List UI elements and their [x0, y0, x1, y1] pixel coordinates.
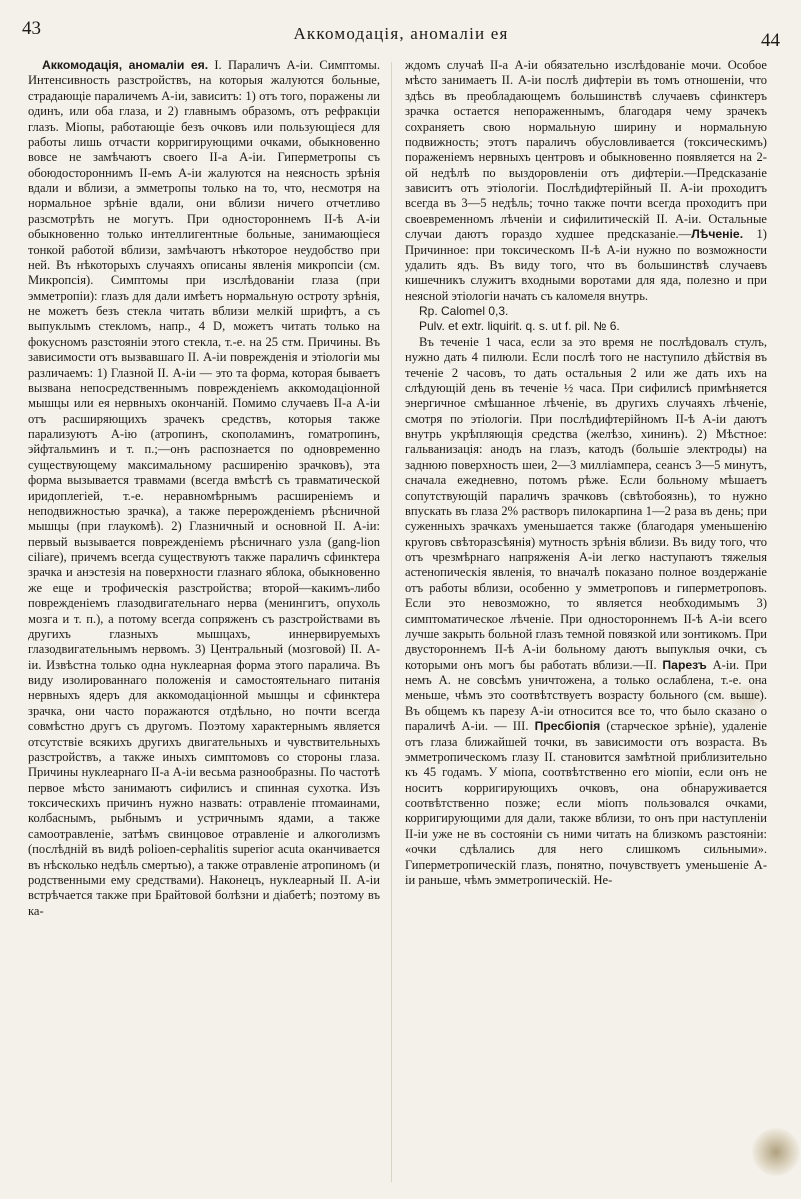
right-text-2-mid: А-іи. При немъ А. не совсѣмъ уничтожена, а только ослаблена, т.-е. она меньше, чѣмъ это соотвѣтствуетъ возрасту больного (см. выше). Въ общемъ къ парезу А-іи относится все то, что было сказано о параличѣ А-іи. — III. — [405, 657, 767, 734]
page-number-left: 43 — [22, 18, 41, 39]
page-header — [22, 18, 780, 52]
paper-stain — [752, 1128, 800, 1176]
presbyopia-heading: Пресбіопія — [534, 719, 601, 734]
left-column — [28, 58, 380, 1188]
right-column — [405, 58, 767, 1188]
prescription-line-2: Pulv. et extr. liquirit. q. s. ut f. pil. № 6. — [419, 319, 620, 334]
paper-stain — [728, 685, 768, 711]
right-text-1: ждомъ случаѣ II-а А-іи обязательно изслѣдованіе мочи. Особое мѣсто занимаетъ II. А-іи послѣ дифтеріи въ томъ отношеніи, что здѣсь въ преобладающемъ большинствѣ случаевъ сфинктеръ зрачка остается непораженнымъ, благодаря чему зрачекъ сохраняетъ свою нормальную ширину и нормальную подвижность; этотъ параличъ обусловливается (токсическимъ) пораженіемъ нервныхъ центровъ и обыкновенно появляется на 2-ой недѣлѣ по выздоровленіи отъ дифтеріи.—Предсказаніе зависитъ отъ этіологіи. Послѣдифтерійный II. А-іи проходитъ всегда въ 3—5 недѣль; точно также почти всегда проходитъ при своевременномъ лѣченіи и сифилитическій II. А-іи. Остальные случаи даютъ гораздо худшее предсказаніе.— — [405, 58, 767, 242]
prescription-line-1: Rp. Calomel 0,3. — [419, 304, 509, 318]
right-paragraph-2 — [405, 335, 767, 889]
column-divider — [391, 62, 392, 1182]
right-text-1-tail: 1) Причинное: при токсическомъ II-ѣ А-іи нужно по возможности удалить ядъ. Въ виду того, что въ большинствѣ случаевъ кишечникъ служитъ входными воротами для яда, полезно и при неясной этіологіи начать съ каломеля внутрь. — [405, 227, 767, 303]
paresis-heading: Парезъ — [662, 657, 707, 672]
treatment-heading: Лѣченіе. — [691, 227, 744, 242]
right-text-2-tail: (старческое зрѣніе), удаленіе отъ глаза ближайшей точки, въ зависимости отъ возраста. Въ эмметропическомъ глазу II. становится замѣтной приблизительно къ 45 годамъ. У міопа, соотвѣтственно его міопіи, если онъ не носитъ корригирующихъ очковъ, она обнаруживается соотвѣтственно позже; если міопъ пользовался очками, корригирующими для дали, также вблизи, то онъ при наступленіи II-іи уже не въ состояніи съ ними читать на близкомъ разстояніи: «очки сдѣлались для него слишкомъ сильными». Гиперметропическій глазъ, понятно, почувствуетъ уменьшеніе А-іи раньше, чѣмъ эмметропическій. Не- — [405, 719, 767, 887]
right-paragraph-1 — [405, 58, 767, 304]
running-title: Аккомодація, аномаліи ея — [293, 24, 509, 43]
page-number-right: 44 — [761, 30, 780, 51]
left-paragraph — [28, 58, 380, 919]
right-text-2: Въ теченіе 1 часа, если за это время не послѣдовалъ стулъ, нужно дать 4 пилюли. Если послѣ того не наступило дѣйствія въ теченіе 2 часовъ, то дать остальныя 2 или же дать ихъ на слѣдующій день въ теченіе ½ часа. При сифилисѣ примѣняется энергичное смѣшанное лѣченіе, въ другихъ случаяхъ лѣченіе, смотря по этіологіи. При послѣдифтерійномъ II-ѣ А-іи даютъ внутрь укрѣпляющія средства (желѣзо, хининъ). 2) Мѣстное: гальванизація: анодъ на глазъ, катодъ (большіе электроды) на заднюю поверхность шеи, 2—3 милліампера, сеансъ 3—5 минутъ, сначала ежедневно, потомъ рѣже. Если больному мѣшаетъ сопутствующій параличъ зрачковъ (свѣтобоязнь), то нужно впускать въ глаза 2% растворъ пилокарпина 1—2 раза въ день; при суженныхъ зрачкахъ уменьшается также (благодаря уменьшенію круговъ свѣторазсѣянія) мутность зрѣнія вблизи. Въ виду того, что отъ чрезмѣрнаго напряженія А-іи легко наступаютъ тяжелыя астенопическія явленія, то вначалѣ показано полное воздержаніе отъ работы вблизи, особенно у эмметроповъ и гиперметроповъ. Если это невозможно, то является необходимымъ 3) симптоматическое лѣченіе. При одностороннемъ II-ѣ А-іи всего лучше закрыть больной глазъ темной повязкой или зонтикомъ. При двустороннемъ II-ѣ А-іи больному даютъ выпуклыя очки, съ которыми онъ могъ бы работать вблизи.—II. — [405, 334, 767, 672]
left-body-text: I. Параличъ А-іи. Симптомы. Интенсивность разстройствъ, на которыя жалуются больные, страдающіе параличемъ А-іи, зависитъ: 1) отъ того, поражены ли одинъ, или оба глаза, и 2) главнымъ образомъ, отъ рефракціи глазъ. Міопы, работающіе безъ очковъ или пользующіеся для работы лишь отчасти корригирующими очками, обыкновенно вовсе не замѣчаютъ своего II-а А-іи. Гиперметропы съ обоюдостороннимъ II-емъ А-іи жалуются на неясность зрѣнія вдали и вблизи, а эмметропы только на то, что, несмотря на нормальное зрѣніе вдали, они вблизи ничего отчетливо разсмотрѣть не могутъ. При одностороннемъ II-ѣ А-іи обыкновенно только интеллигентные больные, занимающіеся тонкой работой вблизи, замѣчаютъ нѣкоторое неудобство при ней. Въ нѣкоторыхъ случаяхъ описаны явленія микропсіи (см. Микропсія). Симптомы при изслѣдованіи глаза (при эмметропіи): глазъ для дали имѣетъ нормальную остроту зрѣнія, не можетъ безъ стекла читать вблизи мелкій шрифтъ, а съ выпуклымъ стекломъ, напр., 4 D, можетъ читать только на фокусномъ разстояніи этого стекла, т.-е. на 25 стм. Причины. Въ зависимости отъ вызвавшаго II. А-іи поврежденія и этіологіи мы различаемъ: 1) Глазной II. А-іи — это та форма, которая бываетъ вызвана непосредственнымъ поврежденіемъ аккомодаціонной мышцы или ея нервныхъ окончаній. Помимо случаевъ II-а А-іи отъ расширяющихъ зрачекъ средствъ, которыя также парализуютъ А-ію (атропинъ, скополаминъ, гоматропинъ, эйфтальминъ и т. п.;—онъ распознается по одновременно существующему максимальному расширенію зрачковъ), эта форма вызывается травмами (всегда вмѣстѣ съ травматической иридоплегіей, т.-е. неравномѣрнымъ расширеніемъ и неподвижностью зрачка), а также перерожденіемъ рѣсничной мышцы (при глаукомѣ). 2) Глазничный и основной II. А-іи: первый вызывается поврежденіемъ рѣсничнаго узла (gang-lion ciliare), причемъ всегда существуютъ также параличъ сфинктера зрачка и анэстезія на поверхности глазнаго яблока, обыкновенно же еще и трофическія разстройства; второй—какимъ-либо поврежденіемъ глазодвигательнаго нерва (менингитъ, опухоль мозга и т. п.), а потому всегда сопряженъ съ разстройствами въ другихъ глазныхъ мышцахъ, иннервируемыхъ глазодвигательнымъ нервомъ. 3) Центральный (мозговой) II. А-іи. Извѣстна только одна нуклеарная форма этого паралича. Въ виду изолированнаго положенія и самостоятельнаго питанія нервныхъ ядеръ для аккомодаціонной мышцы и сфинктера зрачка, они часто поражаются отдѣльно, но почти всегда совмѣстно другъ съ другомъ. Поэтому характернымъ является отсутствіе всякихъ другихъ двигательныхъ и чувствительныхъ разстройствъ, а также иныхъ симптомовъ со стороны глаза. Причины нуклеарнаго II-а А-іи весьма разнообразны. По частотѣ первое мѣсто занимаютъ сифилисъ и спинная сухотка. Изъ токсическихъ причинъ нужно назвать: отравленіе птомаинами, колбаснымъ, рыбнымъ и устричнымъ ядами, а также самоотравленіе, затѣмъ свинцовое отравленіе и алкоголизмъ (послѣдній въ видѣ polioen-cephalitis superior acuta оканчивается въ нѣсколько недѣль смертью), а также отравленіе атропиномъ (и родственными ему средствами). Наконецъ, нуклеарный II. А-іи встрѣчается также при Брайтовой болѣзни и діабетѣ; поэтому въ ка- — [28, 58, 380, 918]
article-heading: Аккомодація, аномаліи ея. — [42, 58, 209, 72]
